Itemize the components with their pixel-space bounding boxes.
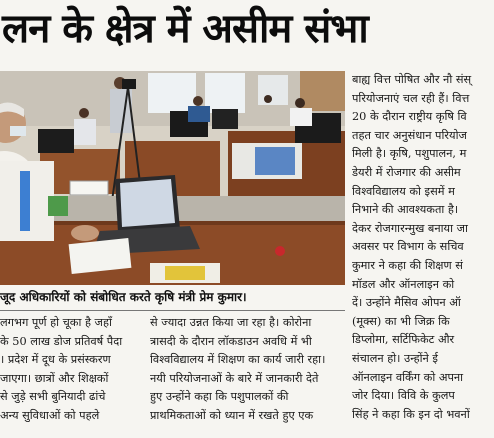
article-column-left	[0, 314, 136, 426]
text-line: लगभग पूर्ण हो चूका है जहाँ	[0, 316, 112, 329]
text-line: अवसर पर विभाग के सचिव	[352, 240, 464, 254]
text-line: के 50 लाख डोज प्रतिवर्ष पैदा	[0, 334, 123, 348]
text-line: मॉडल और ऑनलाइन को	[352, 277, 455, 291]
text-line: । प्रदेश में दूध के प्रसंस्करण	[0, 353, 111, 367]
text-line: सिंह ने कहा कि इन दो भवनों	[352, 407, 470, 421]
text-line: देकर रोजगारन्मुख बनाया जा	[352, 221, 468, 235]
text-line: डिप्लोमा, सर्टिफिकेट और	[352, 333, 455, 347]
text-line: नयी परियोजनाओं के बारे में जानकारी देते	[150, 371, 319, 385]
news-photo	[0, 71, 345, 285]
text-line: ऑनलाइन वर्किंग को अपना	[352, 370, 464, 384]
photo-caption: जूद अधिकारियों को संबोधित करते कृषि मंत्री प्रेम कुमार।	[0, 290, 247, 304]
text-line: विश्वविद्यालय में शिक्षण का कार्य जारी रहा।	[150, 353, 326, 367]
text-line: (मूक्स) का भी जिक्र कि	[352, 314, 450, 328]
text-line: बाह्य वित्त पोषित और नौ संस्	[352, 73, 472, 86]
text-line: संचालन हो। उन्होंने ई	[352, 351, 438, 365]
text-line: विश्वविद्यालय को इसमें म	[352, 184, 455, 198]
text-line: तहत चार अनुसंधान परियोज	[352, 128, 467, 142]
text-line: से ज्यादा उन्नत किया जा रहा है। कोरोना	[150, 316, 312, 329]
headline: लन के क्षेत्र में असीम संभा	[2, 6, 368, 52]
text-line: जोर दिया। विवि के कुलप	[352, 389, 455, 403]
caption-divider	[0, 310, 345, 311]
text-line: से जुड़े सभी बुनियादी ढांचे	[0, 390, 106, 404]
article-column-middle	[150, 314, 345, 426]
text-line: प्राथमिकताओं को ध्यान में रखते हुए एक	[150, 408, 314, 422]
text-line: जाएगा। छात्रों और शिक्षकों	[0, 371, 109, 385]
text-line: अन्य सुविधाओं को पहले	[0, 408, 100, 422]
text-line: डेयरी में रोजगार की असीम	[352, 165, 461, 179]
text-line: त्रासदी के दौरान लॉकडाउन अवधि में भी	[150, 334, 312, 348]
text-line: दें। उन्होंने मैसिव ओपन ऑ	[352, 296, 461, 310]
text-line: निभाने की आवश्यकता है।	[352, 203, 459, 217]
text-line: 20 के दौरान राष्ट्रीय कृषि वि	[352, 110, 467, 124]
text-line: मिली है। कृषि, पशुपालन, म	[352, 147, 467, 161]
text-line: कुमार ने कहा की शिक्षण सं	[352, 258, 463, 272]
text-line: हुए उन्होंने कहा कि पशुपालकों की	[150, 390, 289, 404]
article-column-right	[352, 71, 494, 424]
text-line: परियोजनाएं चल रही हैं। वित्त	[352, 91, 470, 105]
